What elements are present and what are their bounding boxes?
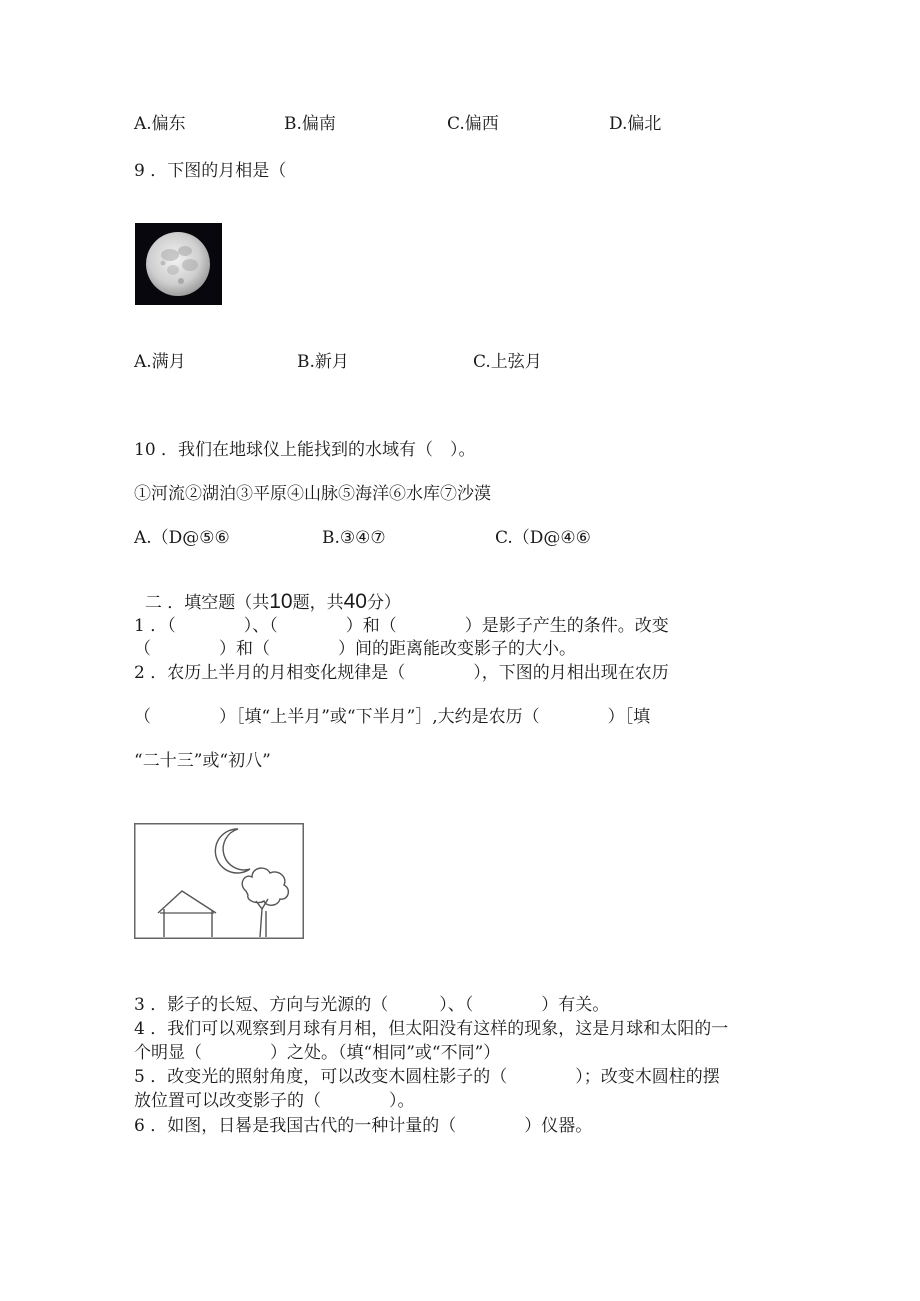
fill-q5-line2: 放位置可以改变影子的（ ）。 [134, 1091, 415, 1111]
q8-option-d: D.偏北 [609, 114, 662, 134]
fill-q4-line2: 个明显（ ）之处。（填“相同”或“不同”） [134, 1043, 501, 1063]
q9-stem: 9 ．下图的月相是（ [134, 161, 287, 181]
fill-q1-line2: （ ）和（ ）间的距离能改变影子的大小。 [134, 639, 576, 659]
fill-q5-line1: 5 ．改变光的照射角度，可以改变木圆柱影子的（ ）；改变木圆柱的摆 [134, 1067, 720, 1087]
q9-option-a: A.满月 [134, 352, 186, 372]
q8-option-c: C.偏西 [447, 114, 499, 134]
fill-q1-line1: 1 ．（ ）、（ ）和（ ）是影子产生的条件。改变 [134, 616, 669, 636]
fill-q6: 6 ．如图，日晷是我国古代的一种计量的（ ）仪器。 [134, 1116, 593, 1136]
q9-option-b: B.新月 [297, 352, 349, 372]
section-count: 10 [269, 590, 293, 613]
full-moon-image [135, 223, 222, 305]
section-suffix: 分） [366, 593, 401, 613]
q10-items: ①河流②湖泊③平原④山脉⑤海洋⑥水库⑦沙漠 [134, 484, 491, 504]
crescent-moon-scene-image [134, 823, 304, 939]
fill-q4-line1: 4 ．我们可以观察到月球有月相，但太阳没有这样的现象，这是月球和太阳的一 [134, 1019, 729, 1039]
fill-q2-line2: （ ）［填“上半月”或“下半月”］,大约是农历（ ）［填 [134, 707, 651, 727]
section-score: 40 [343, 590, 367, 613]
q10-stem: 10 ．我们在地球仪上能找到的水域有（ ）。 [134, 440, 476, 460]
section-prefix: 二 ．填空题（共 [144, 593, 270, 613]
q10-option-b: B.③④⑦ [322, 528, 386, 548]
q10-option-c: C.（D@④⑥ [495, 528, 591, 548]
q10-option-a: A.（D@⑤⑥ [134, 528, 230, 548]
fill-q3: 3 ．影子的长短、方向与光源的（ ）、（ ）有关。 [134, 995, 610, 1015]
q8-option-b: B.偏南 [284, 114, 336, 134]
q8-option-a: A.偏东 [134, 114, 186, 134]
section-middle: 题，共 [292, 593, 344, 613]
section-heading [134, 569, 401, 614]
q9-option-c: C.上弦月 [473, 352, 542, 372]
fill-q2-line1: 2 ．农历上半月的月相变化规律是（ ），下图的月相出现在农历 [134, 663, 669, 683]
fill-q2-line3: “二十三”或“初八” [134, 751, 271, 771]
